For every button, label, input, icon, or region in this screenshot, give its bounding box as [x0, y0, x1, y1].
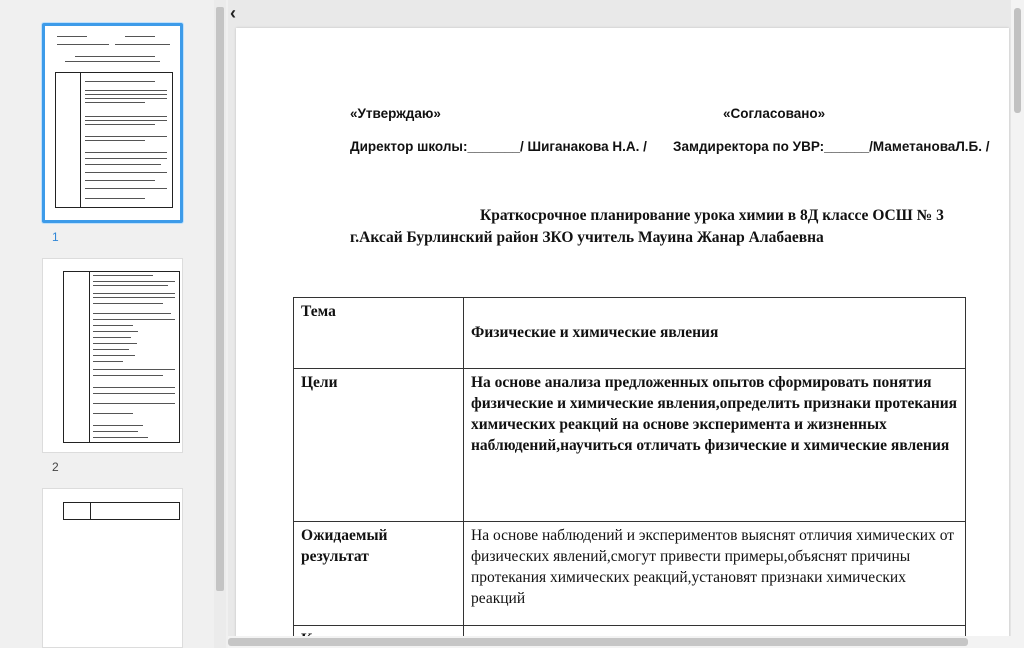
table-row: [294, 298, 966, 369]
title-line-1: Краткосрочное планирование урока химии в 8Д классе ОСШ № 3: [480, 207, 944, 224]
table-row: [294, 522, 966, 626]
page-thumbnail-3[interactable]: [42, 488, 183, 648]
document-page: [236, 28, 1009, 648]
lesson-plan-table: [293, 297, 966, 648]
sidebar-scrollbar-thumb[interactable]: [216, 7, 224, 591]
table-row: [294, 369, 966, 522]
director-line: Директор школы:_______/ Шиганакова Н.А. /: [350, 139, 647, 154]
vertical-scrollbar-thumb[interactable]: [1014, 8, 1021, 113]
page-thumbnail-2[interactable]: [42, 258, 183, 453]
approve-label: «Утверждаю»: [350, 106, 441, 121]
page-thumbnail-1[interactable]: [42, 23, 183, 223]
chevron-left-icon[interactable]: ‹: [230, 3, 236, 23]
row-value: На основе наблюдений и экспериментов выяснят отличия химических от физических явлений,смогут привести примеры,объяснят причины протекания химических реакций,установят признаки химических реакций: [464, 522, 966, 626]
row-label: Тема: [294, 298, 464, 369]
thumbnail-sidebar: [0, 0, 228, 648]
agree-label: «Согласовано»: [723, 106, 826, 121]
page-number-1: 1: [52, 230, 59, 244]
row-value: На основе анализа предложенных опытов сформировать понятия физические и химические явления,определить признаки протекания химических реакций на основе эксперимента и жизненных наблюдений,научиться отличать физические и химические явления: [464, 369, 966, 522]
topic-value: Физические и химические явления: [471, 324, 719, 341]
row-label: Цели: [294, 369, 464, 522]
deputy-line: Замдиректора по УВР:______/МаметановаЛ.Б. /: [673, 139, 990, 154]
horizontal-scrollbar-thumb[interactable]: [228, 638, 968, 646]
page-number-2: 2: [52, 460, 59, 474]
row-value: [464, 298, 966, 369]
title-line-2: г.Аксай Бурлинский район ЗКО учитель Мауина Жанар Алабаевна: [350, 229, 824, 246]
row-label: Ожидаемый результат: [294, 522, 464, 626]
